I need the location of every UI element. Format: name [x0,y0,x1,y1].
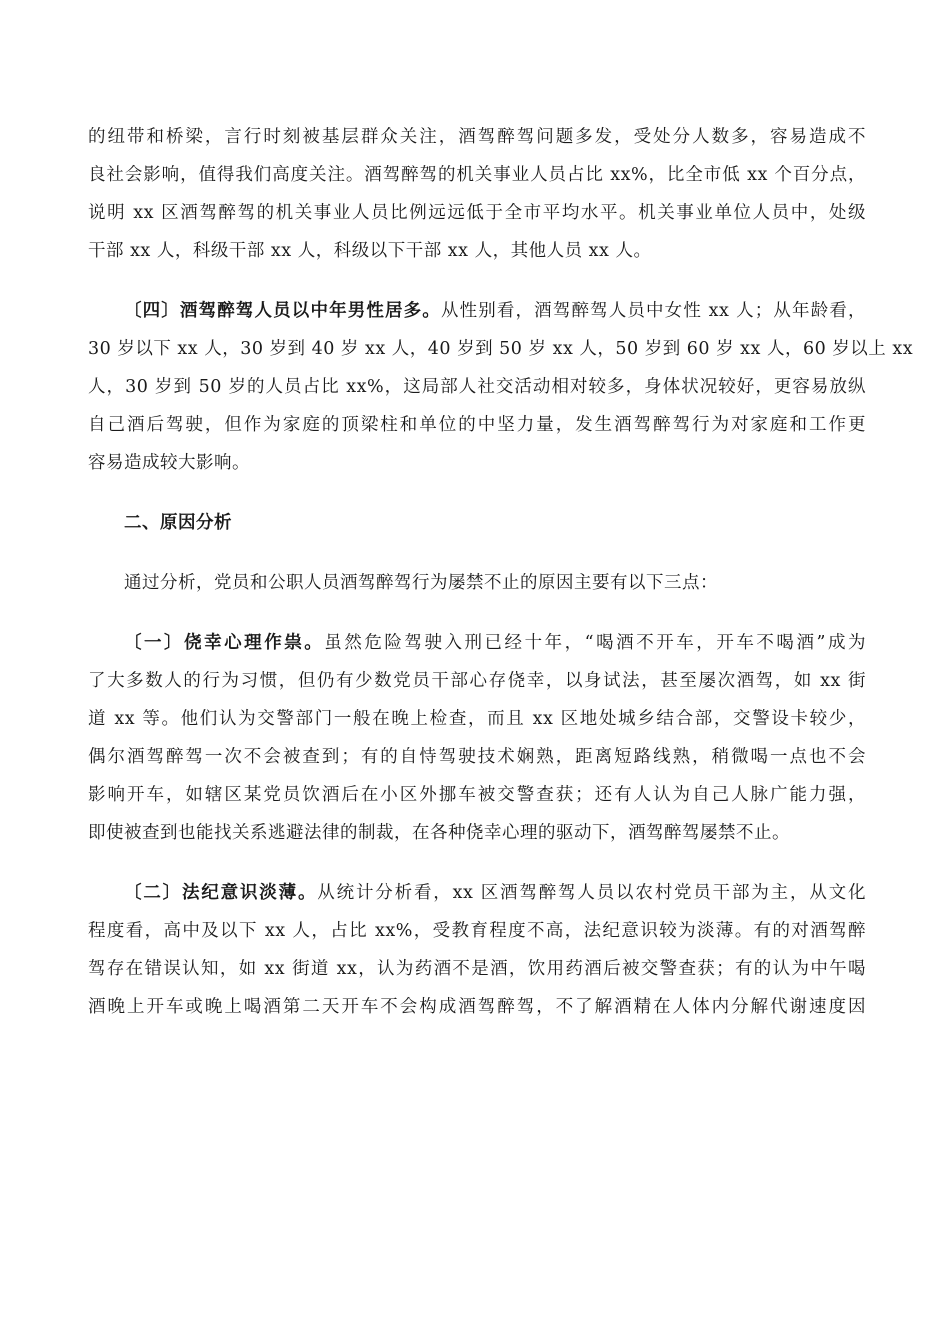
subsection-heading: 〔一〕侥幸心理作祟。 [124,633,325,653]
paragraph-gap [88,852,866,874]
text-line: 干部 xx 人，科级干部 xx 人，科级以下干部 xx 人，其他人员 xx 人。 [88,241,652,261]
document-page [88,118,914,1026]
text-run: 从性别看，酒驾醉驾人员中女性 xx 人；从年龄看， [440,301,866,321]
subsection-heading: 〔二〕法纪意识淡薄。 [124,883,318,903]
text-run: 虽然危险驾驶入刑已经十年，“喝酒不开车，开车不喝酒”成为 [324,633,866,653]
text-line: 了大多数人的行为习惯，但仍有少数党员干部心存侥幸，以身试法，甚至屡次酒驾，如 xx 街 [88,671,866,691]
subsection-heading: 〔四〕酒驾醉驾人员以中年男性居多。 [124,301,441,321]
text-line: 容易造成较大影响。 [88,453,250,473]
text-line: 自己酒后驾驶，但作为家庭的顶梁柱和单位的中坚力量，发生酒驾醉驾行为对家庭和工作更 [88,415,866,435]
paragraph-gap [88,602,866,624]
text-line: 道 xx 等。他们认为交警部门一般在晚上检查，而且 xx 区地处城乡结合部，交警设卡较少， [88,709,866,729]
paragraph-party-cadre-share [88,118,866,270]
text-line: 驾存在错误认知，如 xx 街道 xx，认为药酒不是酒，饮用药酒后被交警查获；有的认为中午喝 [88,959,866,979]
text-line: 影响开车，如辖区某党员饮酒后在小区外挪车被交警查获；还有人认为自己人脉广能力强， [88,785,866,805]
paragraph-gap [88,482,866,504]
text-line: 即使被查到也能找关系逃避法律的制裁，在各种侥幸心理的驱动下，酒驾醉驾屡禁不止。 [88,823,790,843]
section-heading-cause-analysis [88,504,866,542]
text-line [88,874,866,912]
text-line: 说明 xx 区酒驾醉驾的机关事业人员比例远远低于全市平均水平。机关事业单位人员中，处级 [88,203,866,223]
paragraph-weak-legal-awareness [88,874,866,1026]
text-line: 的纽带和桥梁，言行时刻被基层群众关注，酒驾醉驾问题多发，受处分人数多，容易造成不 [88,127,866,147]
text-run: 从统计分析看，xx 区酒驾醉驾人员以农村党员干部为主，从文化 [317,883,866,903]
text-line: 良社会影响，值得我们高度关注。酒驾醉驾的机关事业人员占比 xx%，比全市低 xx 个百分点， [88,165,866,185]
section-heading: 二、原因分析 [124,513,232,533]
paragraph-intro [88,564,866,602]
paragraph-middle-aged-male [88,292,914,482]
text-line: 通过分析，党员和公职人员酒驾醉驾行为屡禁不止的原因主要有以下三点： [124,573,718,593]
text-line: 人，30 岁到 50 岁的人员占比 xx%，这局部人社交活动相对较多，身体状况较好，更容易放纵 [88,377,866,397]
paragraph-luck-mentality [88,624,866,852]
paragraph-gap [88,542,866,564]
text-line: 程度看，高中及以下 xx 人，占比 xx%，受教育程度不高，法纪意识较为淡薄。有的对酒驾醉 [88,921,866,941]
text-line: 酒晚上开车或晚上喝酒第二天开车不会构成酒驾醉驾，不了解酒精在人体内分解代谢速度因 [88,997,866,1017]
text-line: 偶尔酒驾醉驾一次不会被查到；有的自恃驾驶技术娴熟，距离短路线熟，稍微喝一点也不会 [88,747,866,767]
paragraph-gap [88,270,866,292]
text-line [88,624,866,662]
text-line: 30 岁以下 xx 人，30 岁到 40 岁 xx 人，40 岁到 50 岁 xx 人，50 岁到 60 岁 xx 人，60 岁以上 xx [88,339,914,359]
text-line [88,292,866,330]
